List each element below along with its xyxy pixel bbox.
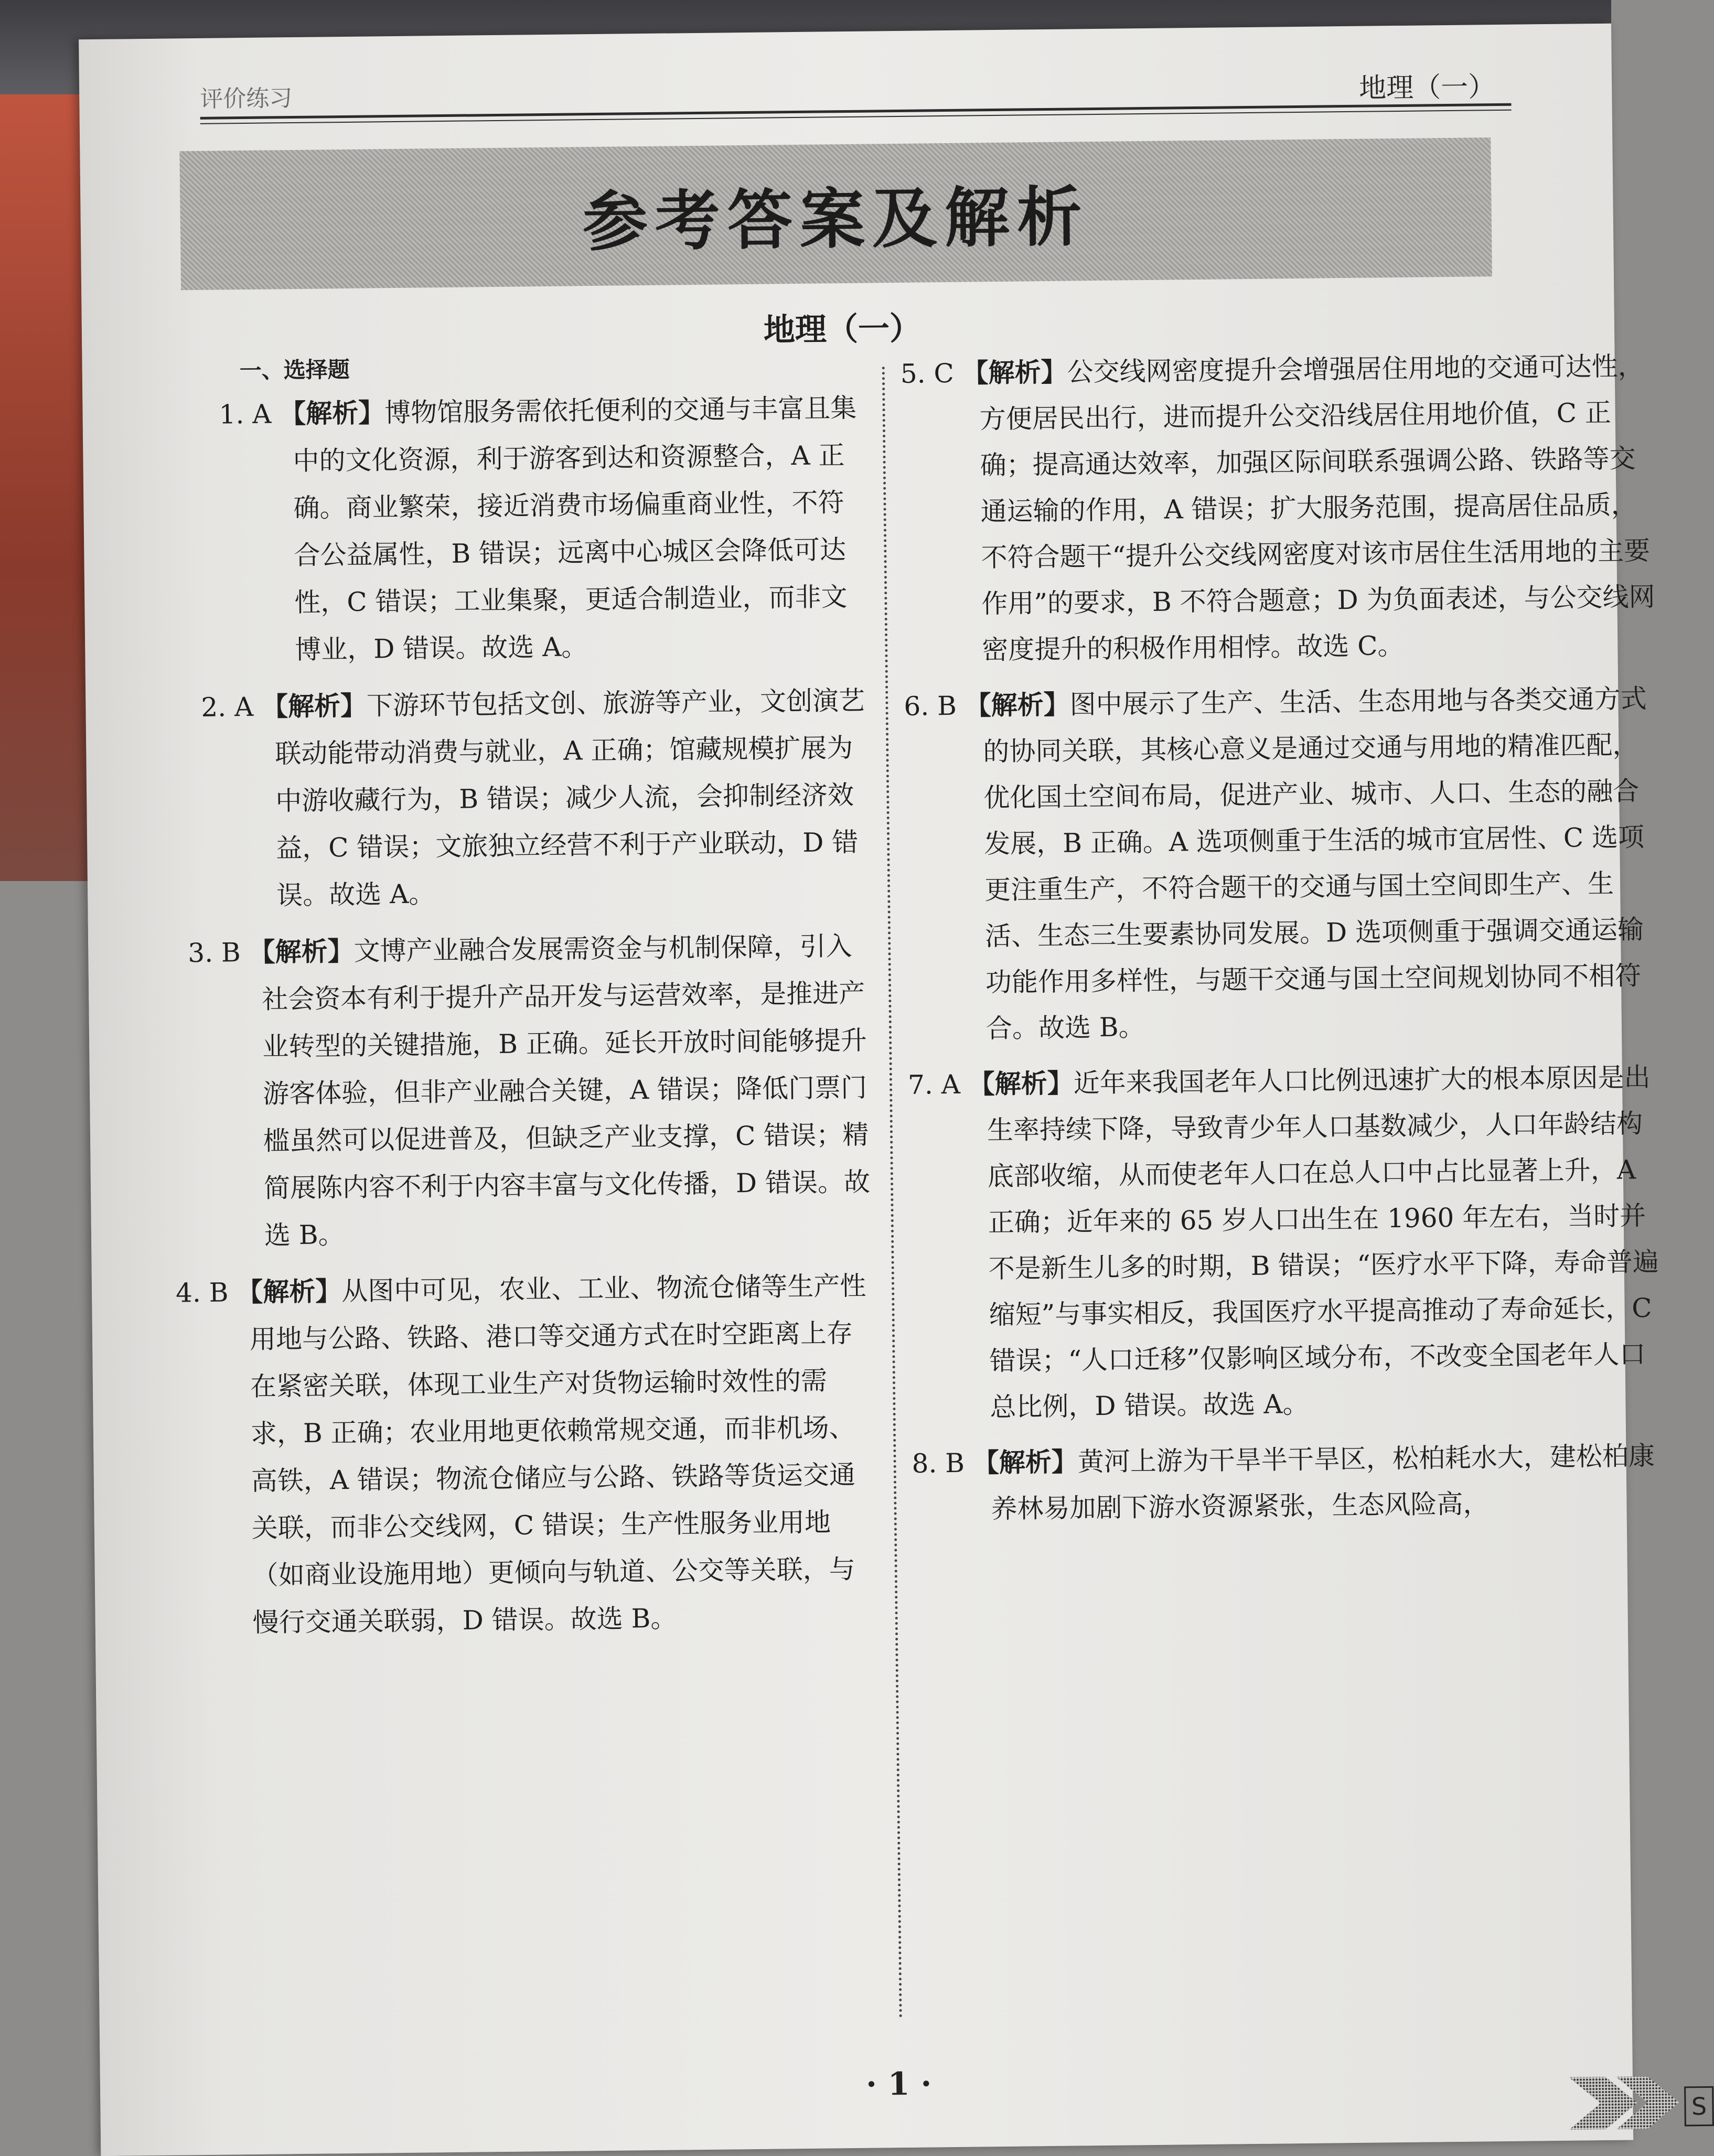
- answer-number: 2. A: [201, 691, 254, 723]
- analysis-tag: 【解析】: [279, 397, 385, 430]
- analysis-tag: 【解析】: [237, 1275, 342, 1308]
- section-heading: 一、选择题: [239, 356, 350, 384]
- analysis-tag: 【解析】: [965, 689, 1070, 721]
- answer-text: 图中展示了生产、生活、生态用地与各类交通方式的协同关联，其核心意义是通过交通与用地的精准匹配，优化国土空间布局，促进产业、城市、人口、生态的融合发展，B 正确。A 选项侧重于生活的城市宜居性、C 选项更注重生产，不符合题干的交通与国土空间即生产、生活、生态三生要素协同发展。D 选项侧重于强调交通运输功能作用多样性，与题干交通与国土空间规划协同不相符合。故选 B。: [983, 683, 1647, 1044]
- answer-text: 下游环节包括文创、旅游等产业，文创演艺联动能带动消费与就业，A 正确；馆藏规模扩展为中游收藏行为，B 错误；减少人流，会抑制经济效益，C 错误；文旅独立经营不利于产业联动，D 错误。故选 A。: [275, 685, 865, 911]
- running-header: [200, 61, 1512, 120]
- answer-number: 5. C: [900, 358, 955, 389]
- answer-item-1: [219, 384, 867, 673]
- answer-number: 3. B: [188, 937, 241, 969]
- answer-number: 4. B: [175, 1277, 229, 1308]
- analysis-tag: 【解析】: [968, 1067, 1074, 1100]
- header-left-label: 评价练习: [200, 85, 293, 113]
- header-right-label: 地理（一）: [1358, 71, 1496, 104]
- analysis-tag: 【解析】: [261, 690, 367, 722]
- answer-number: 7. A: [907, 1069, 961, 1100]
- analysis-tag: 【解析】: [972, 1446, 1078, 1478]
- answer-text: 博物馆服务需依托便利的交通与丰富且集中的文化资源，利于游客到达和资源整合，A 正确。商业繁荣，接近消费市场偏重商业性，不符合公益属性，B 错误；远离中心城区会降低可达性，C 错误；工业集聚，更适合制造业，而非文博业，D 错误。故选 A。: [293, 392, 857, 666]
- answer-number: 8. B: [912, 1447, 965, 1479]
- answer-text: 公交线网密度提升会增强居住用地的交通可达性，方便居民出行，进而提升公交沿线居住用地价值，C 正确；提高通达效率，加强区际间联系强调公路、铁路等交通运输的作用，A 错误；扩大服务范围，提高居住品质，不符合题干“提升公交线网密度对该市居住生活用地的主要作用”的要求，B 不符合题意；D 为负面表述，与公交线网密度提升的积极作用相悖。故选 C。: [979, 351, 1655, 666]
- left-column: [166, 349, 877, 1647]
- next-page-chevron-icon: [1563, 2071, 1690, 2135]
- subject-title: 地理（一）: [763, 310, 922, 349]
- analysis-tag: 【解析】: [249, 935, 354, 968]
- answer-number: 6. B: [904, 690, 957, 722]
- corner-label: S: [1684, 2086, 1714, 2127]
- answer-item-6: [904, 675, 1663, 1052]
- answer-item-2: [201, 677, 870, 919]
- answer-sheet: [79, 24, 1707, 2156]
- page-title: 参考答案及解析: [582, 179, 1090, 260]
- right-column: [900, 343, 1668, 1533]
- column-divider: [882, 367, 902, 2019]
- answer-item-4: [175, 1262, 877, 1646]
- answer-item-3: [188, 923, 873, 1259]
- answer-text: 近年来我国老年人口比例迅速扩大的根本原因是出生率持续下降，导致青少年人口基数减少，人口年龄结构底部收缩，从而使老年人口在总人口中占比显著上升，A 正确；近年来的 65 岁人口出生在 1960 年左右，当时并不是新生儿多的时期，B 错误；“医疗水平下降，寿命普遍缩短”与事实相反，我国医疗水平提高推动了寿命延长，C 错误；“人口迁移”仅影响区域分布，不改变全国老年人口总比例，D 错误。故选 A。: [987, 1062, 1659, 1423]
- page-number: · 1 ·: [865, 2065, 932, 2103]
- analysis-tag: 【解析】: [962, 356, 1067, 389]
- answer-text: 从图中可见，农业、工业、物流仓储等生产性用地与公路、铁路、港口等交通方式在时空距离上存在紧密关联，体现工业生产对货物运输时效性的需求，B 正确；农业用地更依赖常规交通，而非机场、高铁，A 错误；物流仓储应与公路、铁路等货运交通关联，而非公交线网，C 错误；生产性服务业用地（如商业设施用地）更倾向与轨道、公交等关联，与慢行交通关联弱，D 错误。故选 B。: [249, 1270, 866, 1638]
- title-banner: [179, 137, 1492, 290]
- answer-item-8: [912, 1433, 1668, 1532]
- answer-text: 文博产业融合发展需资金与机制保障，引入社会资本有利于提升产品开发与运营效率，是推进产业转型的关键措施，B 正确。延长开放时间能够提升游客体验，但非产业融合关键，A 错误；降低门票门槛虽然可以促进普及，但缺乏产业支撑，C 错误；精简展陈内容不利于内容丰富与文化传播，D 错误。故选 B。: [261, 930, 871, 1251]
- answer-number: 1. A: [219, 399, 272, 430]
- answer-text: 黄河上游为干旱半干旱区，松柏耗水大，建松柏康养林易加剧下游水资源紧张，生态风险高，: [991, 1440, 1655, 1525]
- answer-item-7: [907, 1054, 1667, 1430]
- answer-item-5: [900, 343, 1658, 673]
